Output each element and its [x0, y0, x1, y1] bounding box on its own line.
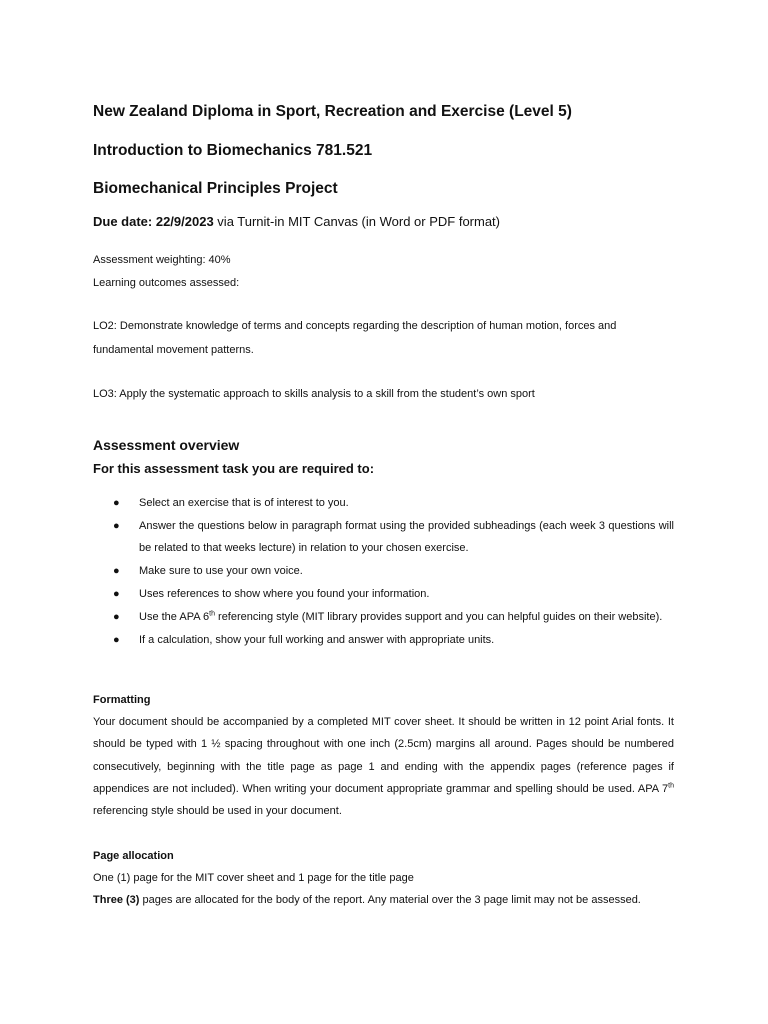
- superscript: th: [209, 610, 215, 618]
- list-item-text: Answer the questions below in paragraph format using the provided subheadings (each week 3 questions will be related to that weeks lecture) in relation to your chosen exercise.: [139, 520, 674, 554]
- formatting-text: Your document should be accompanied by a completed MIT cover sheet. It should be written in 12 point Arial fonts. It should be typed with 1 ½ spacing throughout with one inch (2.5cm) margins all around. Pages should be numbered consecutively, beginning with the title page as page 1 and ending with the appendix pages (reference pages if appendices are not included). When writing your document appropriate grammar and spelling should be used. APA 7: [93, 716, 674, 795]
- superscript: th: [668, 782, 674, 790]
- assessment-overview-heading: Assessment overview: [93, 437, 240, 453]
- due-date-label: Due date: 22/9/2023: [93, 214, 214, 229]
- bullet-icon: ●: [113, 520, 120, 532]
- page-allocation-line-1: One (1) page for the MIT cover sheet and 1 page for the title page: [93, 872, 414, 884]
- project-title: Biomechanical Principles Project: [93, 180, 338, 197]
- lo2-line-1: LO2: Demonstrate knowledge of terms and concepts regarding the description of human motion, forces and: [93, 320, 617, 332]
- formatting-heading: Formatting: [93, 694, 151, 706]
- bullet-icon: ●: [113, 634, 120, 646]
- list-item: [93, 583, 674, 605]
- list-item: [93, 515, 674, 559]
- requirements-list: [93, 492, 674, 651]
- list-item-text: Select an exercise that is of interest to you.: [139, 497, 349, 509]
- page-allocation-paragraph: [93, 889, 674, 911]
- course-title: Introduction to Biomechanics 781.521: [93, 142, 373, 159]
- list-item: [93, 629, 674, 651]
- lo3-text: LO3: Apply the systematic approach to skills analysis to a skill from the student’s own sport: [93, 388, 535, 400]
- formatting-paragraph: [93, 711, 674, 822]
- bullet-icon: ●: [113, 588, 120, 600]
- bullet-icon: ●: [113, 611, 120, 623]
- formatting-text: referencing style should be used in your document.: [93, 805, 342, 818]
- assessment-weighting: Assessment weighting: 40%: [93, 254, 231, 266]
- page-allocation-bold: Three (3): [93, 894, 140, 906]
- list-item-text: Use the APA 6: [139, 611, 210, 623]
- list-item-text: If a calculation, show your full working and answer with appropriate units.: [139, 634, 495, 646]
- list-item: [93, 492, 674, 514]
- diploma-title: New Zealand Diploma in Sport, Recreation and Exercise (Level 5): [93, 103, 572, 120]
- bullet-icon: ●: [113, 497, 120, 509]
- list-item: [93, 560, 674, 582]
- lo2-line-2: fundamental movement patterns.: [93, 344, 254, 356]
- list-item-text: Uses references to show where you found your information.: [139, 588, 430, 600]
- bullet-icon: ●: [113, 565, 120, 577]
- learning-outcomes-label: Learning outcomes assessed:: [93, 277, 240, 289]
- page-allocation-heading: Page allocation: [93, 850, 174, 862]
- list-item-text: Make sure to use your own voice.: [139, 565, 303, 577]
- list-item: [93, 606, 674, 628]
- list-item-text: referencing style (MIT library provides support and you can helpful guides on their website).: [214, 611, 663, 623]
- due-date-details: via Turnit-in MIT Canvas (in Word or PDF format): [213, 214, 500, 229]
- due-date-line: [93, 214, 500, 229]
- task-heading: For this assessment task you are required to:: [93, 461, 375, 476]
- page-allocation-text: pages are allocated for the body of the report. Any material over the 3 page limit may not be assessed.: [139, 894, 641, 906]
